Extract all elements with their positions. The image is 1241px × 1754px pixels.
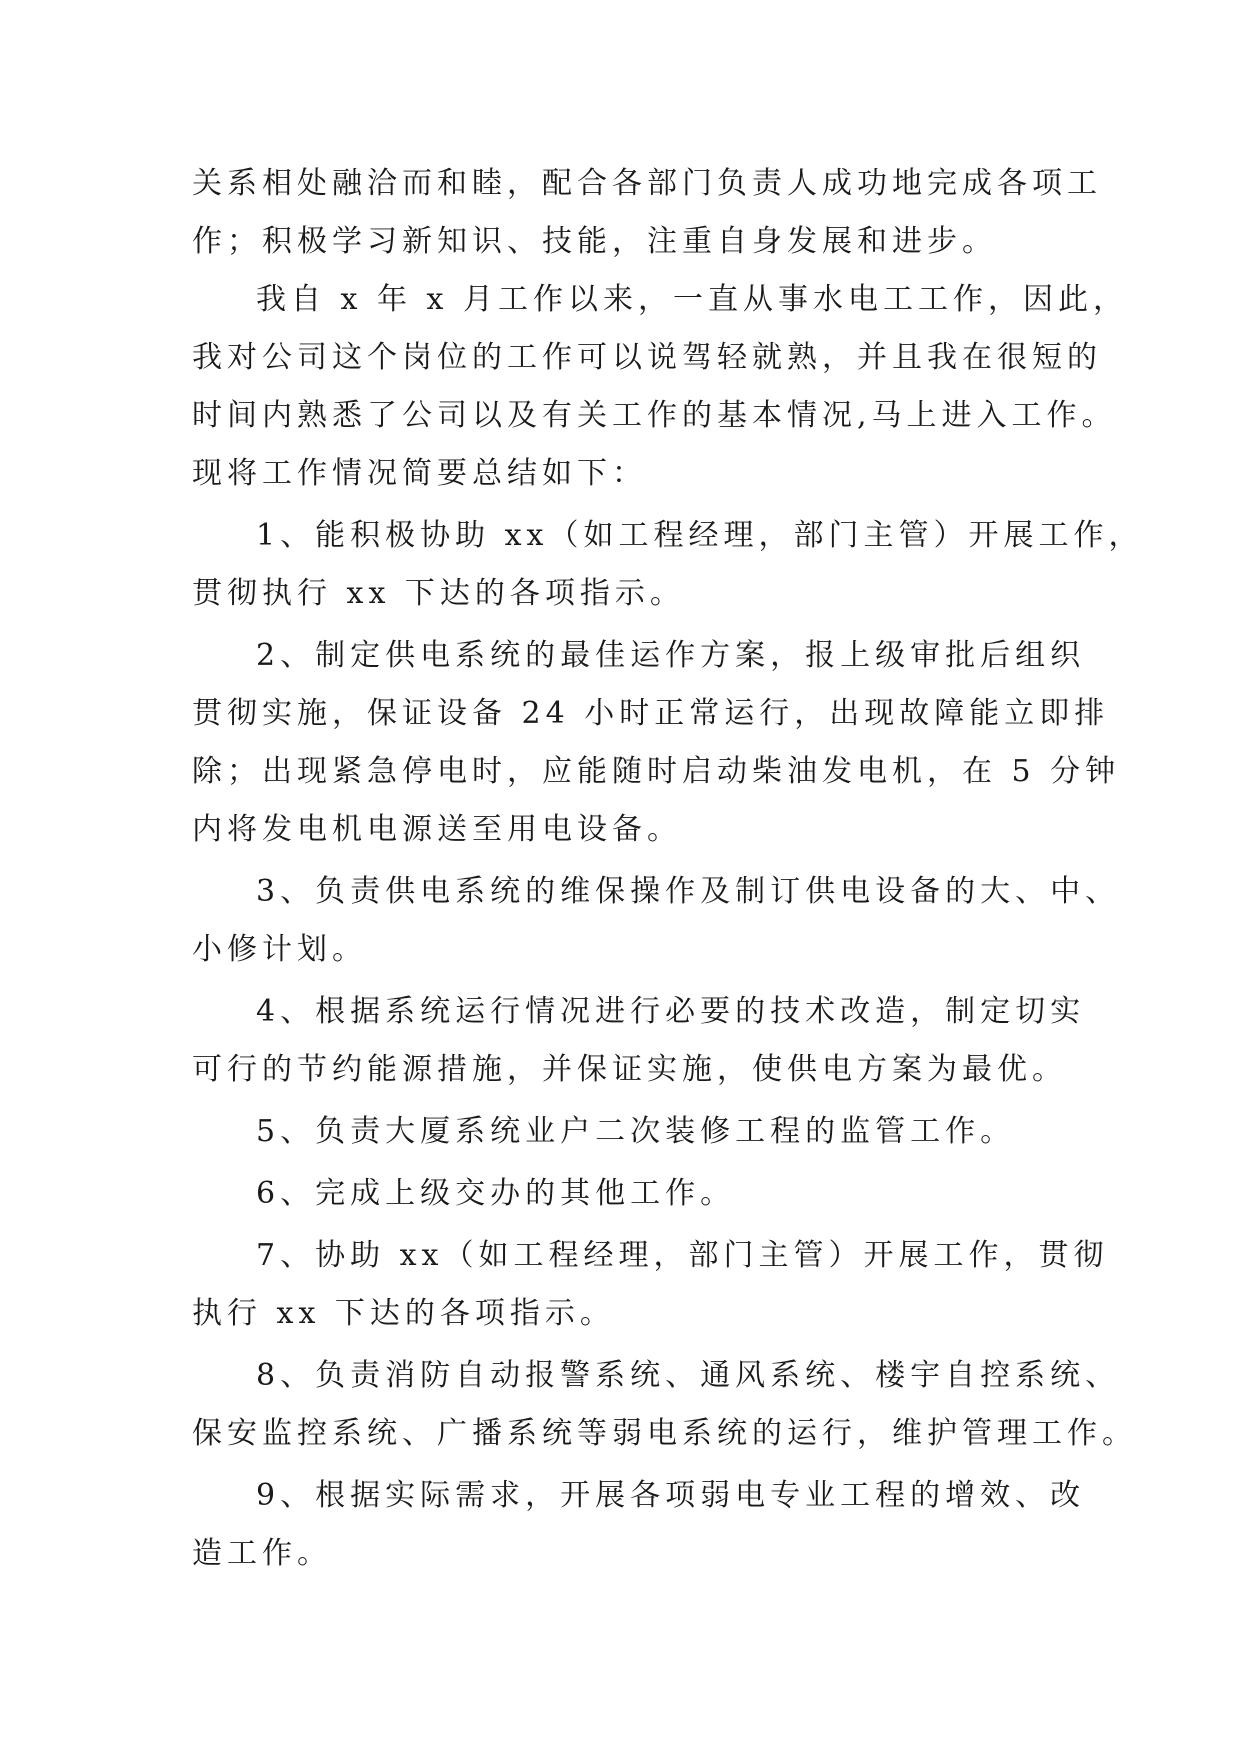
- text-line: 关系相处融洽而和睦，配合各部门负责人成功地完成各项工: [192, 166, 1102, 201]
- text-line: 除；出现紧急停电时，应能随时启动柴油发电机，在 5 分钟: [192, 754, 1121, 789]
- text-line: 内将发电机电源送至用电设备。: [192, 812, 682, 847]
- list-item-2: 2、制定供电系统的最佳运作方案，报上级审批后组织: [256, 638, 1086, 673]
- text-line: 作；积极学习新知识、技能，注重自身发展和进步。: [192, 224, 997, 259]
- text-line: 我对公司这个岗位的工作可以说驾轻就熟，并且我在很短的: [192, 340, 1102, 375]
- list-item-1: 1、能积极协助 xx（如工程经理，部门主管）开展工作，: [256, 518, 1144, 553]
- list-item-3: 3、负责供电系统的维保操作及制订供电设备的大、中、: [256, 874, 1121, 909]
- list-item-9: 9、根据实际需求，开展各项弱电专业工程的增效、改: [256, 1478, 1086, 1513]
- text-line: 可行的节约能源措施，并保证实施，使供电方案为最优。: [192, 1052, 1067, 1087]
- text-line: 现将工作情况简要总结如下：: [192, 456, 647, 491]
- list-item-5: 5、负责大厦系统业户二次装修工程的监管工作。: [256, 1114, 1016, 1149]
- list-item-6: 6、完成上级交办的其他工作。: [256, 1176, 736, 1211]
- text-line: 时间内熟悉了公司以及有关工作的基本情况,马上进入工作。: [192, 398, 1117, 433]
- list-item-7: 7、协助 xx（如工程经理，部门主管）开展工作，贯彻: [256, 1238, 1109, 1273]
- text-line: 贯彻执行 xx 下达的各项指示。: [192, 576, 685, 611]
- text-line: 小修计划。: [192, 932, 367, 967]
- text-line: 执行 xx 下达的各项指示。: [192, 1296, 615, 1331]
- document-body: [192, 155, 1144, 1583]
- list-item-4: 4、根据系统运行情况进行必要的技术改造，制定切实: [256, 994, 1086, 1029]
- text-line: 贯彻实施，保证设备 24 小时正常运行，出现故障能立即排: [192, 696, 1110, 731]
- text-line: 造工作。: [192, 1536, 332, 1571]
- list-item-8: 8、负责消防自动报警系统、通风系统、楼宇自控系统、: [256, 1358, 1121, 1393]
- text-line: 保安监控系统、广播系统等弱电系统的运行，维护管理工作。: [192, 1416, 1137, 1451]
- paragraph-start: 我自 x 年 x 月工作以来，一直从事水电工工作，因此，: [256, 282, 1128, 317]
